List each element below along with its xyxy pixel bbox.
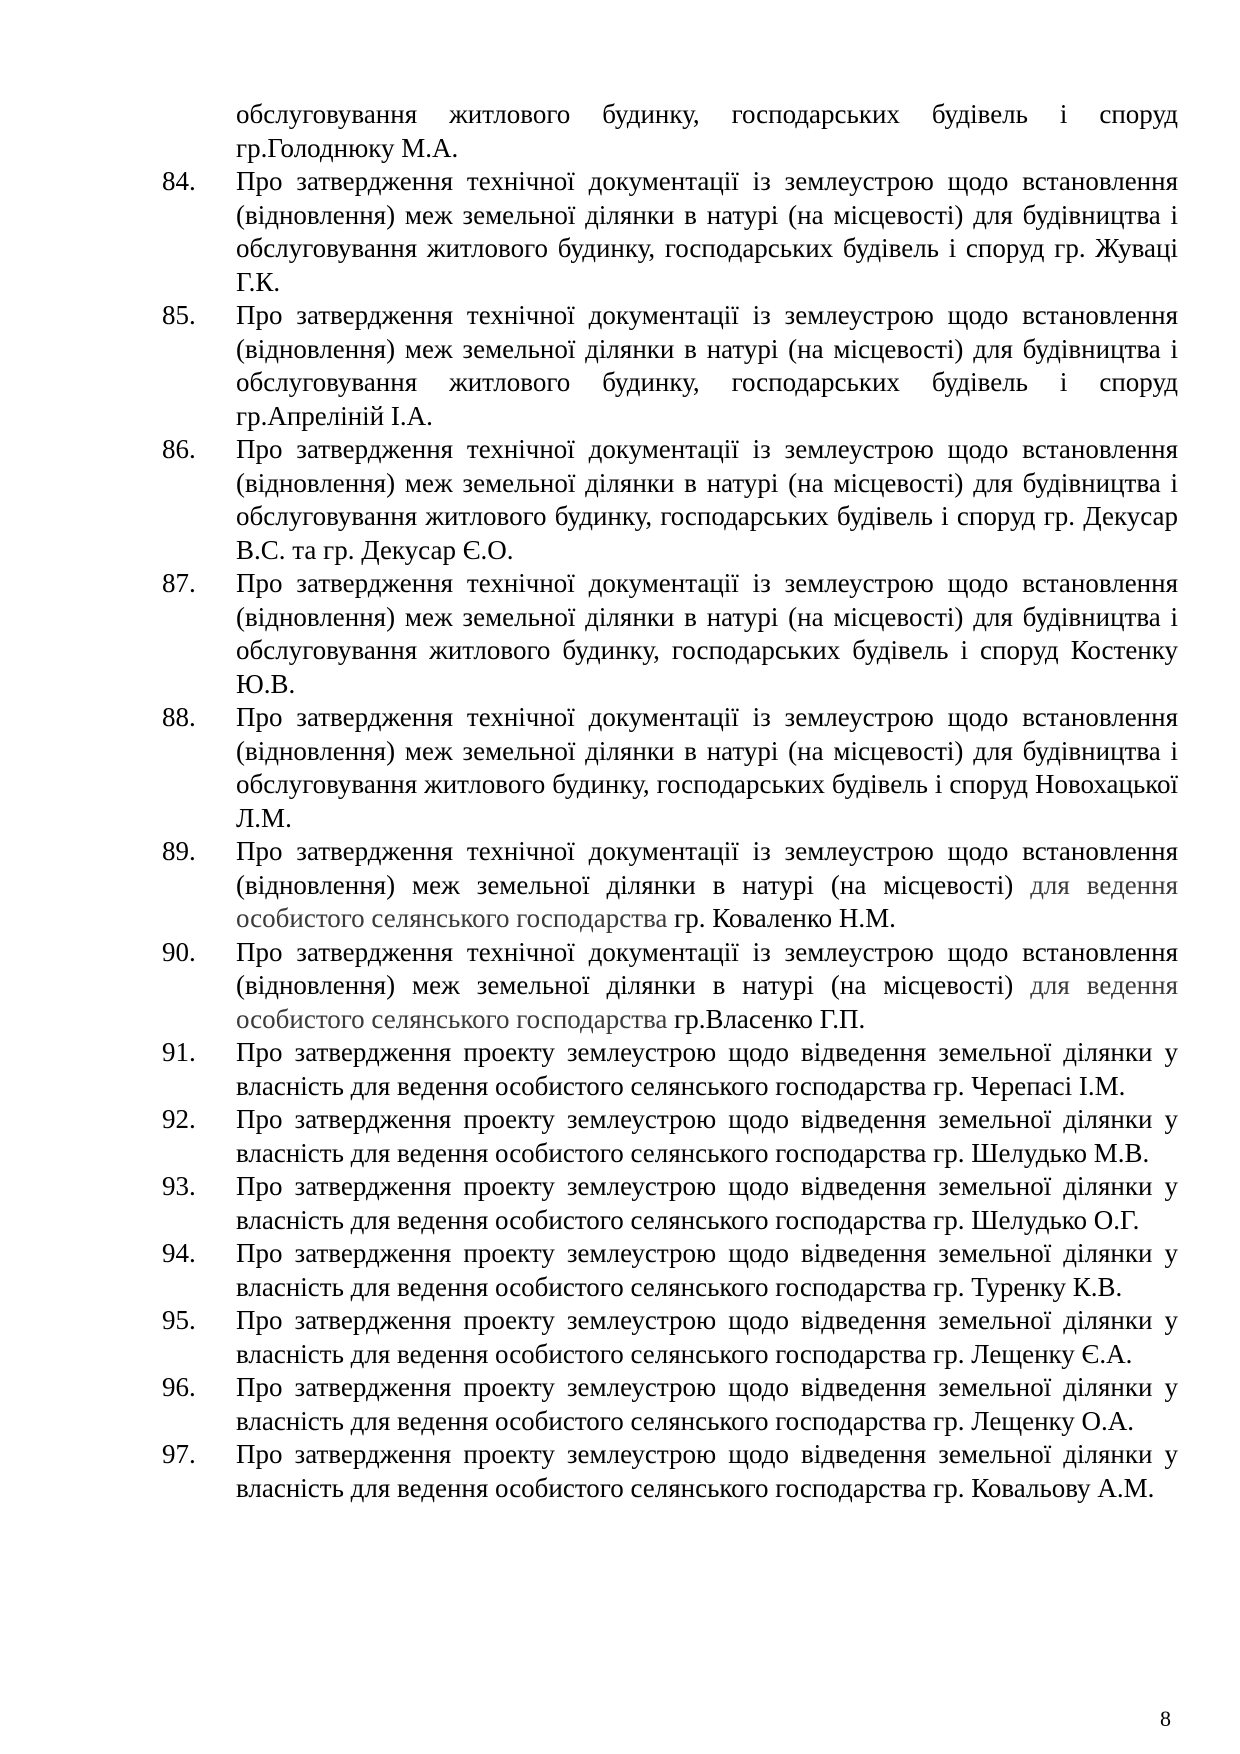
item-number: 89. [162, 836, 196, 866]
item-number: 85. [162, 300, 196, 330]
list-item-84 [162, 165, 1178, 299]
item-text-main: Про затвердження технічної документації із землеустрою щодо встановлення (відновлення) меж земельної ділянки в натурі (на місцевості) [236, 836, 1178, 900]
item-text: Про затвердження технічної документації із землеустрою щодо встановлення (відновлення) меж земельної ділянки в натурі (на місцевості) для будівництва і обслуговування житлового будинку, господарських будівель і споруд Костенку Ю.В. [236, 568, 1178, 699]
list-item-91 [162, 1036, 1178, 1103]
list-item-88 [162, 701, 1178, 835]
list-item-94 [162, 1237, 1178, 1304]
item-text: Про затвердження технічної документації із землеустрою щодо встановлення (відновлення) меж земельної ділянки в натурі (на місцевості) для будівництва і обслуговування житлового будинку, господарських будівель і споруд Новохацької Л.М. [236, 702, 1178, 833]
item-number: 87. [162, 568, 196, 598]
page-number: 8 [1160, 1706, 1171, 1731]
item-number: 84. [162, 166, 196, 196]
list-item-97 [162, 1438, 1178, 1505]
item-text: Про затвердження проекту землеустрою щодо відведення земельної ділянки у власність для ведення особистого селянського господарства гр. Ковальову А.М. [236, 1439, 1178, 1503]
item-text [236, 936, 1178, 1037]
item-text: Про затвердження проекту землеустрою щодо відведення земельної ділянки у власність для ведення особистого селянського господарства гр. Черепасі І.М. [236, 1037, 1178, 1101]
item-text [236, 835, 1178, 936]
item-number: 93. [162, 1171, 196, 1201]
item-number: 91. [162, 1037, 196, 1067]
item-number: 97. [162, 1439, 196, 1469]
item-number: 95. [162, 1305, 196, 1335]
item-number: 94. [162, 1238, 196, 1268]
agenda-list [162, 98, 1178, 1505]
list-item-87 [162, 567, 1178, 701]
list-item-92 [162, 1103, 1178, 1170]
item-text: Про затвердження проекту землеустрою щодо відведення земельної ділянки у власність для ведення особистого селянського господарства гр. Шелудько О.Г. [236, 1171, 1178, 1235]
list-item-86 [162, 433, 1178, 567]
item-number: 92. [162, 1104, 196, 1134]
continuation-text: обслуговування житлового будинку, господарських будівель і споруд гр.Голоднюку М.А. [236, 99, 1178, 163]
item-number: 86. [162, 434, 196, 464]
list-item-85 [162, 299, 1178, 433]
item-text-person: гр. Коваленко Н.М. [674, 903, 896, 933]
item-text-person: гр.Власенко Г.П. [674, 1003, 866, 1034]
item-text: Про затвердження технічної документації із землеустрою щодо встановлення (відновлення) меж земельної ділянки в натурі (на місцевості) для будівництва і обслуговування житлового будинку, господарських будівель і споруд гр. Декусар В.С. та гр. Декусар Є.О. [236, 434, 1178, 565]
item-text: Про затвердження проекту землеустрою щодо відведення земельної ділянки у власність для ведення особистого селянського господарства гр. Туренку К.В. [236, 1238, 1178, 1302]
item-number: 96. [162, 1372, 196, 1402]
item-text-purpose: для ведення особистого селянського господарства [236, 970, 1178, 1034]
item-number: 88. [162, 702, 196, 732]
list-item-93 [162, 1170, 1178, 1237]
item-text: Про затвердження проекту землеустрою щодо відведення земельної ділянки у власність для ведення особистого селянського господарства гр. Лещенку Є.А. [236, 1305, 1178, 1369]
item-number: 90. [162, 936, 196, 967]
item-text-purpose: для ведення особистого селянського господарства [236, 869, 1178, 933]
list-item-95 [162, 1304, 1178, 1371]
item-text: Про затвердження проекту землеустрою щодо відведення земельної ділянки у власність для ведення особистого селянського господарства гр. Лещенку О.А. [236, 1372, 1178, 1436]
list-item-90 [162, 936, 1178, 1037]
item-text: Про затвердження технічної документації із землеустрою щодо встановлення (відновлення) меж земельної ділянки в натурі (на місцевості) для будівництва і обслуговування житлового будинку, господарських будівель і споруд гр. Жуваці Г.К. [236, 166, 1178, 297]
list-item-96 [162, 1371, 1178, 1438]
item-text: Про затвердження технічної документації із землеустрою щодо встановлення (відновлення) меж земельної ділянки в натурі (на місцевості) для будівництва і обслуговування житлового будинку, господарських будівель і споруд гр.Апреліній І.А. [236, 300, 1178, 431]
item-text-main: Про затвердження технічної документації із землеустрою щодо встановлення (відновлення) меж земельної ділянки в натурі (на місцевості) [236, 936, 1178, 1000]
item-text: Про затвердження проекту землеустрою щодо відведення земельної ділянки у власність для ведення особистого селянського господарства гр. Шелудько М.В. [236, 1104, 1178, 1168]
list-item-89 [162, 835, 1178, 936]
